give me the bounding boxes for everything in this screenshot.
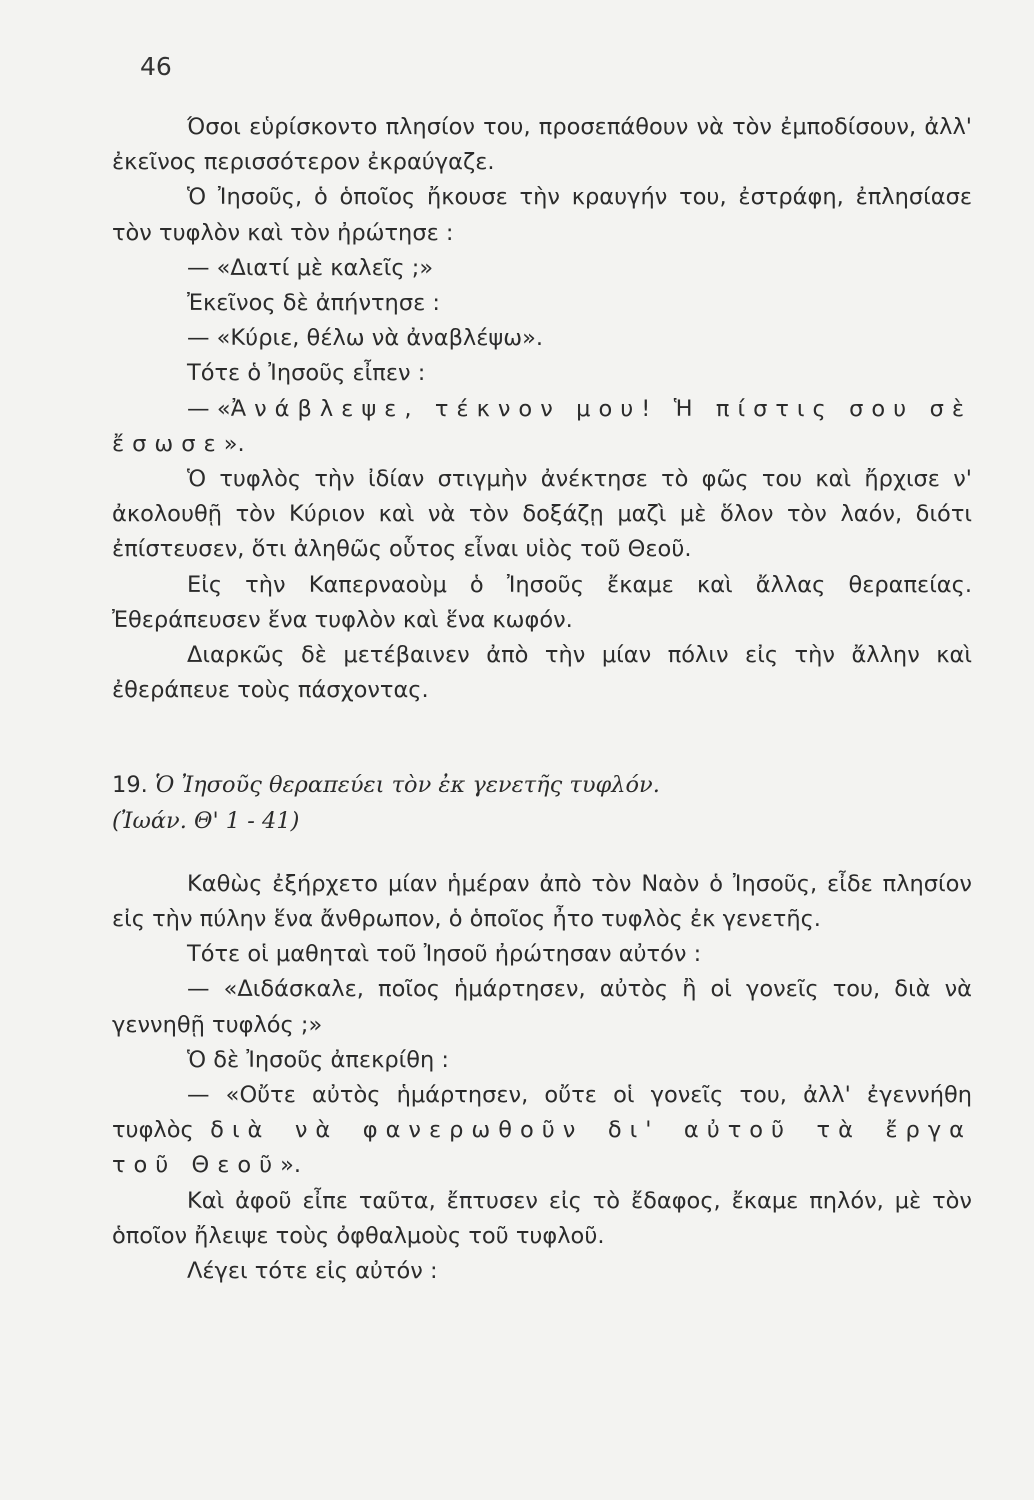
section-number: 19. [112,772,148,799]
paragraph: Καθὼς ἐξήρχετο μίαν ἡμέραν ἀπὸ τὸν Ναὸν ὁ Ἰησοῦς, εἶδε πλησίον εἰς τὴν πύλην ἕνα ἄνθρωπον, ὁ ὁποῖος ἦτο τυφλὸς ἐκ γενετῆς. [112,870,972,933]
spaced-quote: Ἀνάβλεψε, τέκνον μου! Ἡ πίστις σου σὲ ἔσωσε [112,395,972,457]
paragraph: Τότε ὁ Ἰησοῦς εἶπεν : [187,360,426,387]
paragraph: Καὶ ἀφοῦ εἶπε ταῦτα, ἔπτυσεν εἰς τὸ ἔδαφος, ἔκαμε πηλόν, μὲ τὸν ὁποῖον ἤλειψε τοὺς ὀφθαλμοὺς τοῦ τυφλοῦ. [112,1187,972,1249]
paragraph: Διαρκῶς δὲ μετέβαινεν ἀπὸ τὴν μίαν πόλιν εἰς τὴν ἄλλην καὶ ἐθεράπευε τοὺς πάσχοντας. [112,642,972,704]
dialogue-line [112,1078,972,1184]
spaced-answer: διὰ νὰ φανερωθοῦν δι' αὐτοῦ τὰ ἔργα τοῦ Θεοῦ [112,1117,972,1179]
answer-close: ». [280,1152,302,1179]
page-number: 46 [140,52,172,81]
paragraph: Ὁ δὲ Ἰησοῦς ἀπεκρίθη : [187,1046,449,1073]
page-body [112,110,972,1289]
paragraph: Ὁ Ἰησοῦς, ὁ ὁποῖος ἤκουσε τὴν κραυγήν του, ἐστράφη, ἐπλησίασε τὸν τυφλὸν καὶ τὸν ἠρώτησε : [112,184,972,246]
paragraph: Ὁ τυφλὸς τὴν ἰδίαν στιγμὴν ἀνέκτησε τὸ φῶς του καὶ ἤρχισε ν' ἀκολουθῇ τὸν Κύριον καὶ νὰ τὸν δοξάζῃ μαζὶ μὲ ὅλον τὸν λαόν, διότι ἐπίστευσεν, ὅτι ἀληθῶς οὗτος εἶναι υἱὸς τοῦ Θεοῦ. [112,466,972,563]
section-heading [112,708,972,803]
paragraph: Ἐκεῖνος δὲ ἀπήντησε : [187,290,440,317]
dialogue-line: — «Διατί μὲ καλεῖς ;» [187,254,434,281]
dialogue-line [112,392,972,462]
paragraph: Εἰς τὴν Καπερναοὺμ ὁ Ἰησοῦς ἔκαμε καὶ ἄλλας θεραπείας. Ἐθεράπευσεν ἕνα τυφλὸν καὶ ἕνα κωφόν. [112,571,972,633]
paragraph: Τότε οἱ μαθηταὶ τοῦ Ἰησοῦ ἠρώτησαν αὐτόν : [187,941,702,968]
paragraph: Λέγει τότε εἰς αὐτόν : [187,1258,438,1285]
section-title: Ὁ Ἰησοῦς θεραπεύει τὸν ἐκ γενετῆς τυφλόν. [154,772,660,799]
paragraph: Όσοι εὑρίσκοντο πλησίον του, προσεπάθουν νὰ τὸν ἐμποδίσουν, ἀλλ' ἐκεῖνος περισσότερον ἐκραύγαζε. [112,114,972,176]
scripture-reference: (Ἰωάν. Θ' 1 - 41) [112,807,300,834]
answer-start: — «Οὔτε αὐτὸς ἡμάρτησεν, οὔτε οἱ γονεῖς του, ἀλλ' ἐγεννήθη τυφλὸς [112,1082,972,1144]
dialogue-line: — «Κύριε, θέλω νὰ ἀναβλέψω». [187,325,544,352]
quote-close: ». [223,430,245,457]
dialogue-line: — «Διδάσκαλε, ποῖος ἡμάρτησεν, αὐτὸς ἢ οἱ γονεῖς του, διὰ νὰ γεννηθῇ τυφλός ;» [112,976,972,1038]
quote-open: — « [187,395,231,422]
